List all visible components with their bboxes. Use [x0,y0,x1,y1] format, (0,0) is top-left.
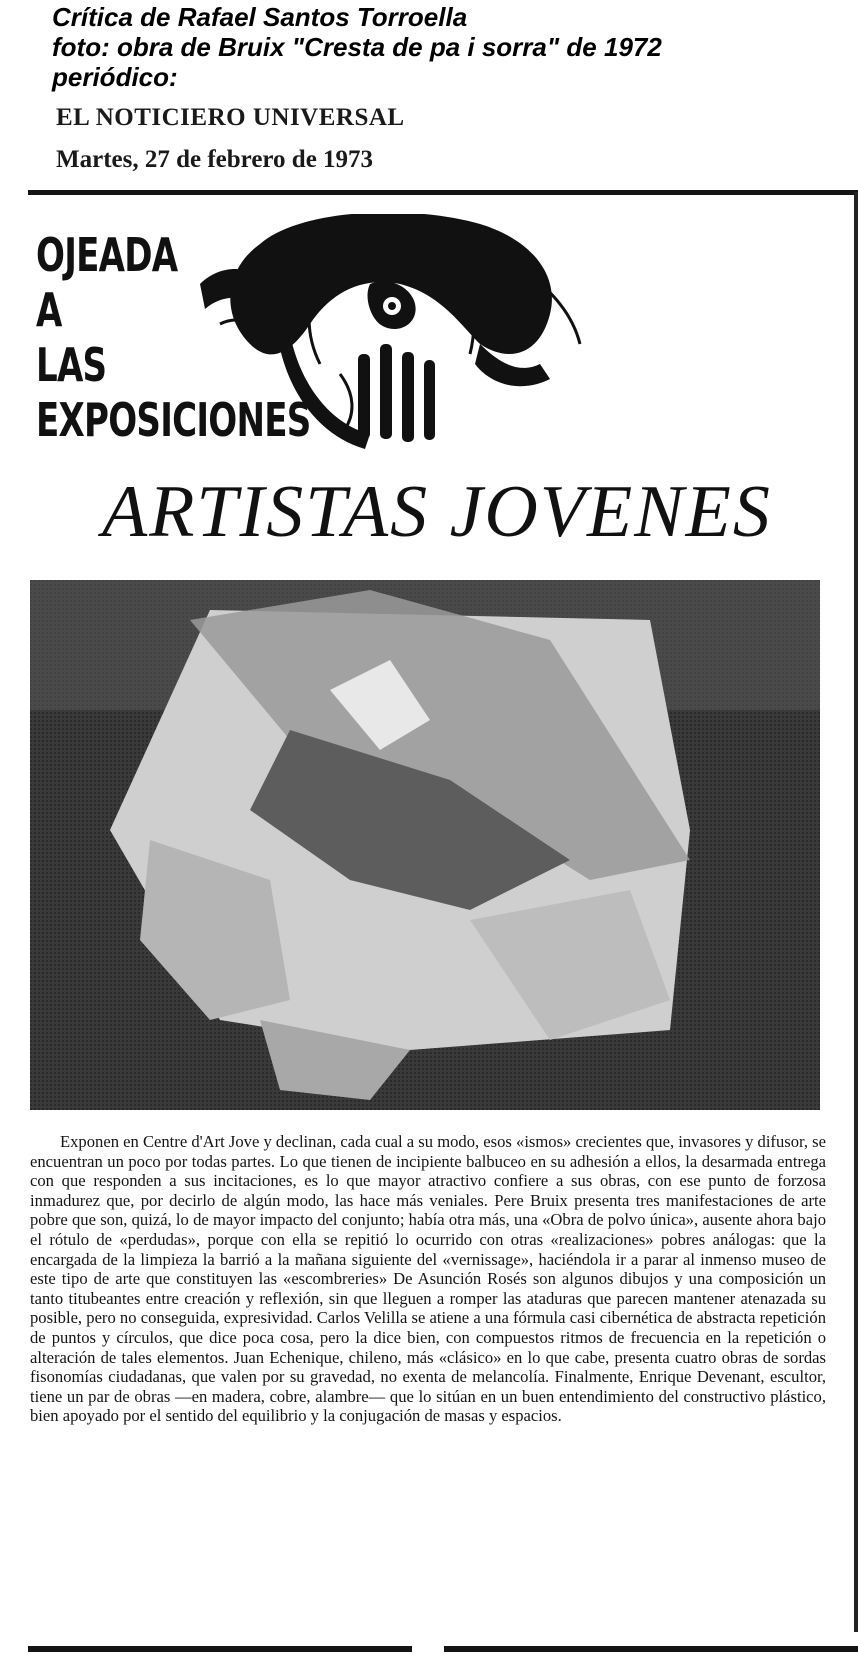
section-heading-line: A [36,283,62,337]
face-illustration [180,214,590,454]
top-rule [28,190,858,195]
caption-critic-line: Crítica de Rafael Santos Torroella [52,2,468,32]
newspaper-date: Martes, 27 de febrero de 1973 [56,146,374,173]
bottom-rule-right [444,1646,858,1652]
article-title: ARTISTAS JOVENES [102,471,772,553]
section-heading-line: LAS [36,338,107,392]
article-paragraph: Exponen en Centre d'Art Jove y declinan, cada cual a su modo, esos «ismos» crecientes que, invasores y difusor, se encuentran un poco por todas partes. Lo que tienen de incipiente balbuceo en su adhesión a ellos, la desarmada entrega con que responden a sus incitaciones, es lo que mayor atractivo confiere a sus obras, con ese punto de forzosa inmadurez que, por decirlo de algún modo, las hace más veniales. Pere Bruix presenta tres manifestaciones de arte pobre que son, quizá, lo de mayor impacto del conjunto; había otra más, una «Obra de polvo única», ausente ahora bajo el rótulo de «perdudas», porque con ella se repitió lo ocurrido con otras «realizaciones» pobres análogas: que la encargada de la limpieza la barrió a la mañana siguiente del «vernissage», haciéndola ir a parar al inmenso museo de este tipo de arte que constituyen las «escombreries» De Asunción Rosés son algunos dibujos y una composición un tanto titubeantes entre creación y reflexión, sin que lleguen a romper las ataduras que parecen mantener atenazada su posible, pero no conseguida, expresividad. Carlos Velilla se atiene a una fórmula casi cibernética de abstracta repetición de puntos y círculos, que dice poca cosa, pero la dice bien, con compuestos ritmos de frecuencia en la repetición o alteración de tales elementos. Juan Echenique, chileno, más «clásico» en lo que cabe, presenta cuatro obras de sordas fisonomías ciudadanas, que valen por su gravedad, no exenta de melancolía. Finalmente, Enrique Devenant, escultor, tiene un par de obras —en madera, cobre, alambre— que lo sitúan en un buen entendimiento del constructivo plástico, bien apoyado por el sentido del equilibrio y la conjugación de masas y espacios. [30,1132,826,1426]
section-heading-line: EXPOSICIONES [36,393,311,447]
newspaper-name: EL NOTICIERO UNIVERSAL [56,104,405,131]
caption-photo-line: foto: obra de Bruix "Cresta de pa i sorra" de 1972 [52,32,662,62]
bottom-rule-left [28,1646,412,1652]
article-body [30,1132,826,1426]
artwork-photo [30,580,820,1110]
right-column-rule [854,192,858,1632]
caption-newspaper-label: periódico: [52,62,178,92]
clipping-caption [52,2,852,92]
section-heading-line: OJEADA [36,228,178,282]
